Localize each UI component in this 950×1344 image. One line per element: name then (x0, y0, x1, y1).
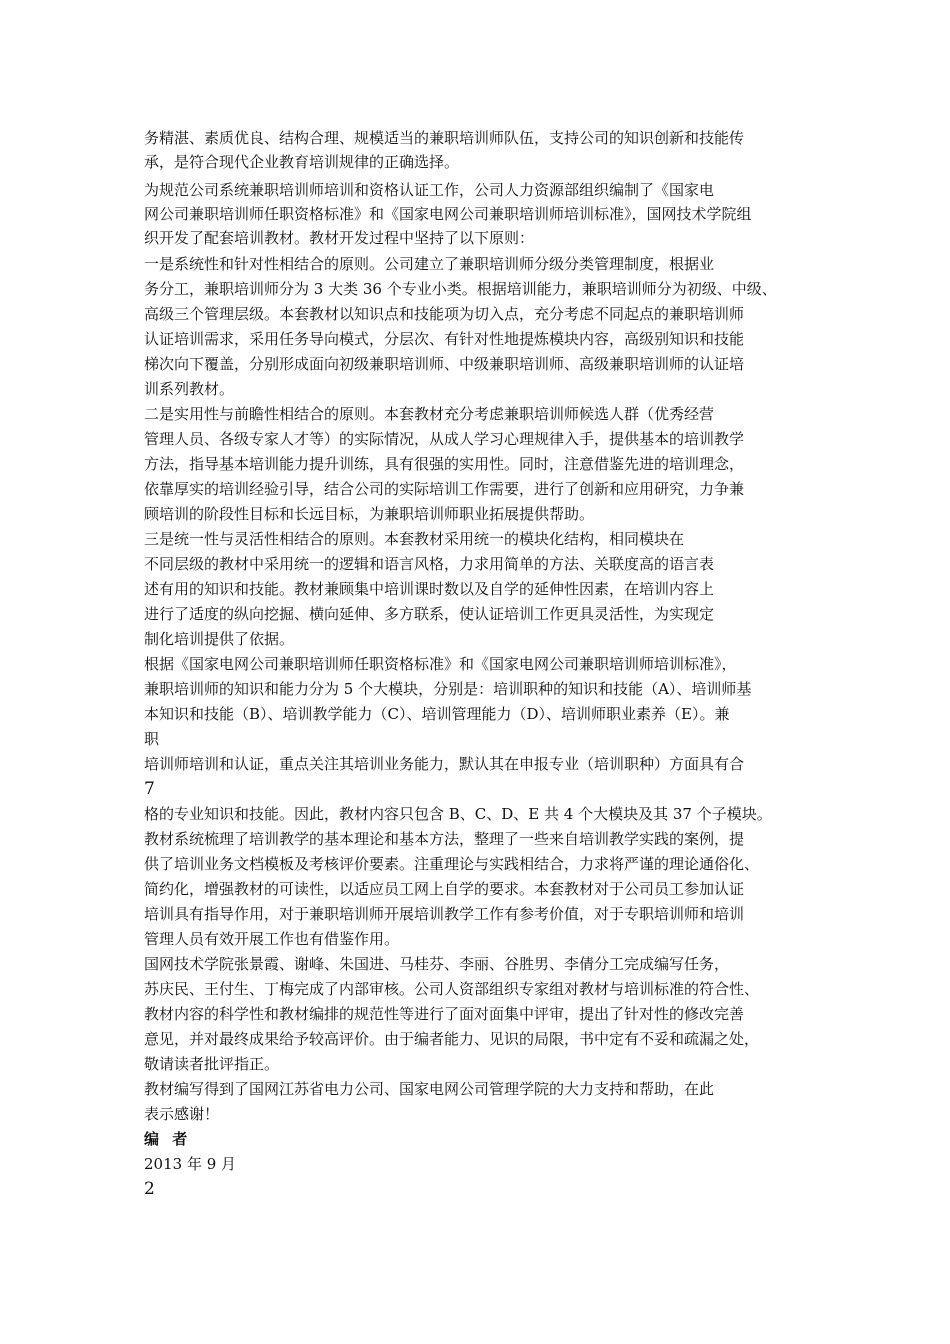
page-number: 2 (144, 1179, 155, 1199)
text-line: 务分工，兼职培训师分为 3 大类 36 个专业小类。根据培训能力，兼职培训师分为初级、中级、 (144, 280, 777, 298)
text-line: 顾培训的阶段性目标和长远目标，为兼职培训师职业拓展提供帮助。 (144, 505, 595, 523)
text-line: 格的专业知识和技能。因此，教材内容只包含 B、C、D、E 共 4 个大模块及其 37 个子模块。 (144, 805, 772, 823)
text-line: 根据《国家电网公司兼职培训师任职资格标准》和《国家电网公司兼职培训师培训标准》， (144, 655, 737, 673)
text-line: 兼职培训师的知识和能力分为 5 个大模块，分别是：培训职种的知识和技能（A）、培训师基 (144, 680, 752, 698)
date: 2013 年 9 月 (144, 1155, 237, 1173)
text-line: 教材系统梳理了培训教学的基本理论和基本方法，整理了一些来自培训教学实践的案例，提 (144, 830, 745, 848)
text-line: 织开发了配套培训教材。教材开发过程中坚持了以下原则： (144, 229, 535, 247)
text-line: 意见，并对最终成果给予较高评价。由于编者能力、见识的局限，书中定有不妥和疏漏之处， (144, 1030, 760, 1048)
text-line: 本知识和技能（B）、培训教学能力（C）、培训管理能力（D）、培训师职业素养（E）。兼 (144, 705, 730, 723)
text-line: 务精湛、素质优良、结构合理、规模适当的兼职培训师队伍，支持公司的知识创新和技能传 (144, 129, 745, 147)
text-line: 认证培训需求，采用任务导向模式，分层次、有针对性地提炼模块内容，高级别知识和技能 (144, 330, 745, 348)
text-line: 方法，指导基本培训能力提升训练，具有很强的实用性。同时，注意借鉴先进的培训理念， (144, 455, 745, 473)
text-line: 职 (144, 730, 160, 748)
text-line: 培训师培训和认证，重点关注其培训业务能力，默认其在申报专业（培训职种）方面具有合 (144, 755, 745, 773)
text-line: 训系列教材。 (144, 380, 235, 398)
text-line: 三是统一性与灵活性相结合的原则。本套教材采用统一的模块化结构，相同模块在 (144, 530, 685, 548)
text-line: 为规范公司系统兼职培训师培训和资格认证工作，公司人力资源部组织编制了《国家电 (144, 181, 715, 199)
text-line: 管理人员、各级专家人才等）的实际情况，从成人学习心理规律入手，提供基本的培训教学 (144, 430, 745, 448)
text-line: 苏庆民、王付生、丁梅完成了内部审核。公司人资部组织专家组对教材与培训标准的符合性、 (144, 980, 760, 998)
author-signature: 编 者 (144, 1130, 192, 1148)
text-line: 制化培训提供了依据。 (144, 630, 295, 648)
text-line: 承，是符合现代企业教育培训规律的正确选择。 (144, 153, 460, 171)
text-line: 一是系统性和针对性相结合的原则。公司建立了兼职培训师分级分类管理制度，根据业 (144, 255, 715, 273)
text-line: 培训具有指导作用，对于兼职培训师开展培训教学工作有参考价值，对于专职培训师和培训 (144, 905, 745, 923)
text-line: 述有用的知识和技能。教材兼顾集中培训课时数以及自学的延伸性因素，在培训内容上 (144, 580, 715, 598)
text-line: 管理人员有效开展工作也有借鉴作用。 (144, 930, 400, 948)
text-line: 表示感谢！ (144, 1105, 220, 1123)
text-line: 教材内容的科学性和教材编排的规范性等进行了面对面集中评审，提出了针对性的修改完善 (144, 1005, 745, 1023)
text-line: 进行了适度的纵向挖掘、横向延伸、多方联系，使认证培训工作更具灵活性，为实现定 (144, 605, 715, 623)
page-number-inline: 7 (144, 779, 155, 799)
text-line: 网公司兼职培训师任职资格标准》和《国家电网公司兼职培训师培训标准》，国网技术学院组 (144, 205, 752, 223)
text-line: 国网技术学院张景霞、谢峰、朱国进、马桂芬、李丽、谷胜男、李倩分工完成编写任务， (144, 955, 730, 973)
text-line: 高级三个管理层级。本套教材以知识点和技能项为切入点，充分考虑不同起点的兼职培训师 (144, 305, 745, 323)
text-line: 依靠厚实的培训经验引导，结合公司的实际培训工作需要，进行了创新和应用研究，力争兼 (144, 480, 745, 498)
text-line: 二是实用性与前瞻性相结合的原则。本套教材充分考虑兼职培训师候选人群（优秀经营 (144, 405, 715, 423)
text-line: 梯次向下覆盖，分别形成面向初级兼职培训师、中级兼职培训师、高级兼职培训师的认证培 (144, 355, 745, 373)
text-line: 敬请读者批评指正。 (144, 1055, 280, 1073)
text-line: 不同层级的教材中采用统一的逻辑和语言风格，力求用简单的方法、关联度高的语言表 (144, 555, 715, 573)
text-line: 供了培训业务文档模板及考核评价要素。注重理论与实践相结合，力求将严谨的理论通俗化、 (144, 855, 760, 873)
text-line: 简约化，增强教材的可读性，以适应员工网上自学的要求。本套教材对于公司员工参加认证 (144, 880, 745, 898)
text-line: 教材编写得到了国网江苏省电力公司、国家电网公司管理学院的大力支持和帮助，在此 (144, 1080, 715, 1098)
